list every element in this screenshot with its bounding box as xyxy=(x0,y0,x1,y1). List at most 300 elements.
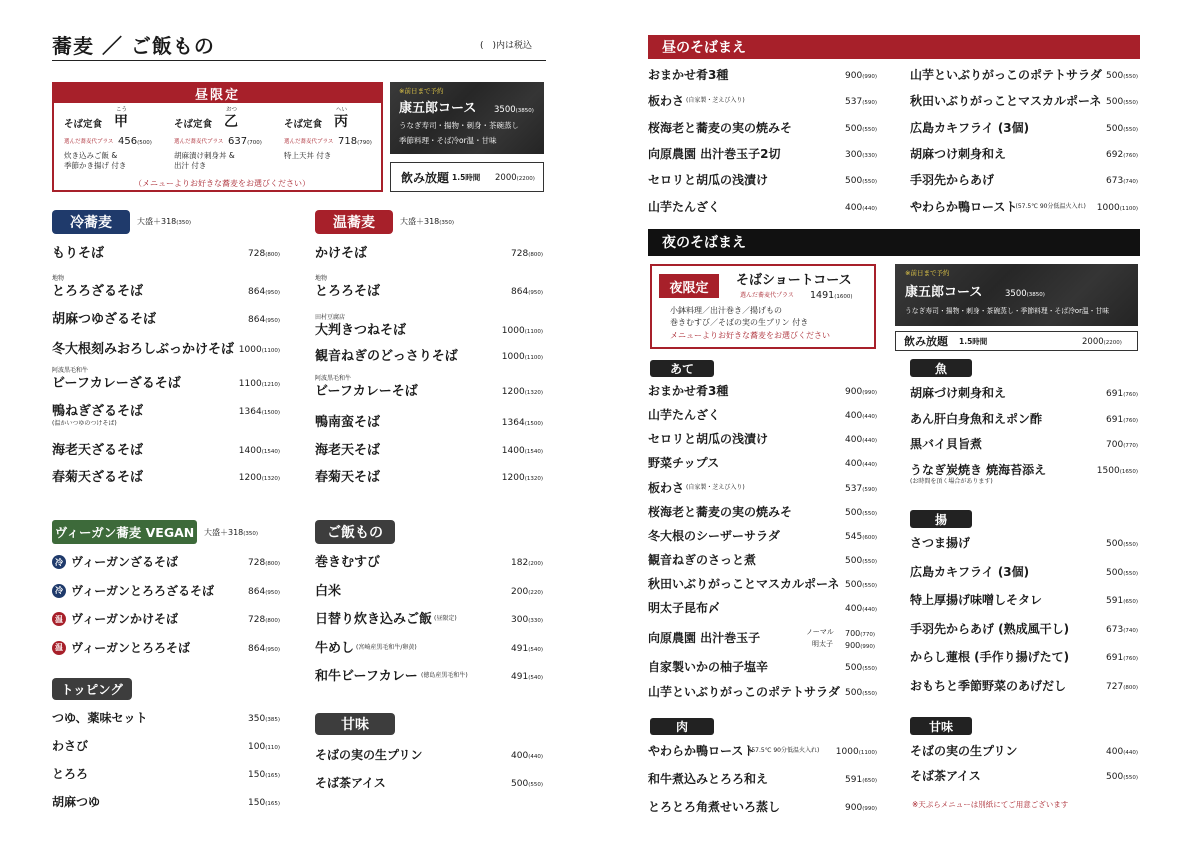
nomihodai-label-night: 飲み放題 xyxy=(904,335,948,348)
tamago-option-mentai: 明太子 xyxy=(812,640,833,648)
item-name: ヴィーガンかけそば xyxy=(71,612,179,626)
set-price-value: 718 xyxy=(338,136,358,147)
item-price xyxy=(423,388,543,397)
item-price-value: 691 xyxy=(1106,389,1124,399)
item-price-value: 500 xyxy=(1106,539,1124,549)
set-desc1: 胡麻漬け刺身丼 & xyxy=(174,151,235,160)
item-name: とろろそば xyxy=(315,284,381,299)
item-price-tax: (550) xyxy=(862,666,877,672)
item-price-tax: (540) xyxy=(528,646,543,653)
course-name-night: 康五郎コース xyxy=(905,285,983,300)
item-price xyxy=(160,380,280,389)
item-price xyxy=(757,533,877,542)
page-title: 蕎麦 ／ ご飯もの xyxy=(52,34,215,58)
item-name: 山芋たんざく xyxy=(648,199,721,214)
warm-extra: 大盛＋318(350) xyxy=(400,217,455,226)
night-header: 夜のそばまえ xyxy=(662,235,746,251)
item-price-tax: (440) xyxy=(862,414,877,420)
item-price-tax: (950) xyxy=(265,646,280,653)
item-name: 胡麻つけ刺身和え xyxy=(910,146,1007,161)
nomihodai-box xyxy=(390,162,544,192)
item-name: 日替り炊き込みご飯 xyxy=(315,612,433,627)
night-course-note: 選んだ蕎麦代プラス xyxy=(740,292,794,299)
course-board xyxy=(390,82,544,154)
course-notice: ※前日まで予約 xyxy=(399,87,444,95)
niku-label: 肉 xyxy=(650,718,714,735)
item-price xyxy=(1018,654,1138,663)
nomihodai-duration: 1.5時間 xyxy=(452,173,481,182)
item-name: 板わさ xyxy=(648,481,685,495)
item-price-tax: (760) xyxy=(1123,392,1138,398)
item-sub-label: 阿波黒毛和牛 xyxy=(315,375,352,382)
item-price-value: 700 xyxy=(1106,440,1124,450)
item-price xyxy=(757,485,877,494)
item-name: とろろざるそば xyxy=(52,284,144,299)
item-name: やわらか鴨ロースト xyxy=(648,744,756,758)
vegan-mark-icon: 冷 xyxy=(52,555,66,569)
item-price-tax: (1320) xyxy=(524,476,543,482)
item-name: 和牛ビーフカレー xyxy=(315,669,418,684)
rice-label: ご飯もの xyxy=(315,520,395,544)
tempura-note: ※天ぷらメニューは別紙にてご用意ございます xyxy=(912,800,1069,809)
item-price-tax: (330) xyxy=(862,152,877,159)
item-price-value: 728 xyxy=(248,558,266,568)
item-name: おまかせ肴3種 xyxy=(648,68,729,82)
set-price-tax: (500) xyxy=(137,140,152,146)
item-price-value: 1000 xyxy=(1096,202,1120,213)
item-price-tax: (550) xyxy=(862,126,877,133)
item-price xyxy=(423,780,543,789)
item-name: ヴィーガンとろろざるそば xyxy=(71,583,215,598)
tamago-option-normal: ノーマル xyxy=(806,628,834,636)
item-price-tax: (950) xyxy=(528,290,543,296)
item-price-value: 1200 xyxy=(501,387,525,397)
set-desc1: 特上天丼 付き xyxy=(284,151,332,160)
item-price xyxy=(757,72,877,81)
item-price-tax: (165) xyxy=(265,773,280,779)
item-price xyxy=(757,125,877,134)
item-price xyxy=(1018,748,1138,757)
item-name: 海老天ざるそば xyxy=(52,443,144,458)
set-price xyxy=(338,137,372,147)
set-price xyxy=(118,137,152,147)
item-price-tax: (440) xyxy=(862,462,877,468)
item-name: 春菊天そば xyxy=(315,470,381,485)
item-price-tax: (110) xyxy=(265,745,280,751)
tax-note: ( )内は税込 xyxy=(480,41,533,51)
item-name: 山芋といぶりがっこのポテトサラダ xyxy=(648,685,840,699)
item-price-value: 500 xyxy=(511,779,529,789)
item-price-tax: (200) xyxy=(528,561,543,567)
title-underline xyxy=(52,60,546,61)
item-price-tax: (165) xyxy=(265,801,280,807)
item-note: (温かいつゆのつけそば) xyxy=(52,420,117,427)
item-price-value: 691 xyxy=(1106,414,1124,425)
item-price-tax: (550) xyxy=(862,179,877,186)
item-name: 和牛煮込みとろろ和え xyxy=(648,772,769,786)
item-price-tax: (760) xyxy=(1123,417,1138,424)
item-name: ビーフカレーざるそば xyxy=(52,376,181,391)
item-price xyxy=(160,559,280,568)
item-price xyxy=(423,327,543,336)
item-price-value: 500 xyxy=(845,508,863,518)
nomihodai-price-night: 2000(2200) xyxy=(1082,337,1122,347)
dessert-label: 甘味 xyxy=(315,713,395,735)
night-course-name: そばショートコース xyxy=(736,273,852,288)
item-price-tax: (550) xyxy=(862,691,877,697)
item-price-tax: (740) xyxy=(1123,627,1138,634)
night-limited-label: 夜限定 xyxy=(659,274,719,298)
ate-label: あて xyxy=(650,360,714,377)
item-name: 手羽先からあげ (熟成風干し) xyxy=(910,621,1070,636)
item-price xyxy=(160,588,280,597)
item-price-tax: (1100) xyxy=(261,348,280,354)
item-price-tax: (950) xyxy=(265,589,280,596)
lunch-limited-heading: 昼限定 xyxy=(54,84,381,103)
nomihodai-duration-night: 1.5時間 xyxy=(959,337,988,346)
item-price-value: 864 xyxy=(248,287,266,297)
course-board-night xyxy=(895,264,1138,326)
item-name: ビーフカレーそば xyxy=(315,384,418,399)
tamago-option-mentai-price: 900(990) xyxy=(845,641,876,650)
set-price-value: 637 xyxy=(228,136,248,147)
item-price-value: 728 xyxy=(248,249,266,259)
item-price-tax: (550) xyxy=(1123,775,1138,781)
item-name: 秋田いぶりがっことマスカルポーネ xyxy=(648,577,840,591)
item-price-value: 727 xyxy=(1106,681,1124,692)
item-name: さつま揚げ xyxy=(910,536,971,550)
item-name: 桜海老と蕎麦の実の焼みそ xyxy=(648,120,793,135)
item-price-value: 500 xyxy=(1106,123,1124,134)
item-price-tax: (950) xyxy=(265,290,280,296)
item-price xyxy=(160,447,280,456)
lunch-header-bar xyxy=(648,35,1140,59)
item-price-tax: (440) xyxy=(1123,750,1138,756)
item-price-value: 1364 xyxy=(501,418,525,428)
item-price xyxy=(1018,416,1138,425)
item-name: 手羽先からあげ xyxy=(910,173,995,188)
item-price-tax: (1320) xyxy=(261,476,280,482)
item-price-value: 491 xyxy=(511,672,529,682)
item-price-value: 545 xyxy=(845,532,863,542)
item-price-value: 900 xyxy=(845,803,863,813)
item-price-value: 1000 xyxy=(501,352,525,362)
item-price-tax: (440) xyxy=(528,754,543,760)
item-price-value: 1000 xyxy=(501,326,525,336)
item-price xyxy=(1018,390,1138,399)
item-price-value: 1000 xyxy=(835,747,859,757)
item-price xyxy=(423,559,543,568)
item-price xyxy=(160,288,280,297)
item-price-value: 537 xyxy=(845,97,863,108)
item-price-tax: (1540) xyxy=(261,449,280,455)
item-price-tax: (740) xyxy=(1123,179,1138,186)
item-price-tax: (650) xyxy=(1123,599,1138,605)
item-price-tax: (330) xyxy=(528,618,543,624)
set-prefix: そば定食 xyxy=(284,119,323,130)
item-price-tax: (550) xyxy=(1123,74,1138,80)
item-name: あん肝白身魚和えポン酢 xyxy=(910,411,1043,426)
item-price-value: 591 xyxy=(1106,596,1124,606)
item-name: 大判きつねそば xyxy=(315,323,407,338)
item-price-value: 500 xyxy=(845,580,863,590)
lunch-header: 昼のそばまえ xyxy=(662,40,746,56)
item-price xyxy=(1018,683,1138,692)
item-name: 野菜チップス xyxy=(648,456,720,470)
item-price-value: 500 xyxy=(845,556,863,566)
item-price xyxy=(423,353,543,362)
item-name: 自家製いかの柚子塩辛 xyxy=(648,660,769,674)
item-name: 黒バイ貝旨煮 xyxy=(910,437,983,451)
item-price xyxy=(757,557,877,566)
item-price xyxy=(423,752,543,761)
item-price-tax: (800) xyxy=(528,252,543,258)
item-price xyxy=(757,412,877,421)
item-price-tax: (760) xyxy=(1123,152,1138,159)
night-limited-box xyxy=(650,264,876,349)
set-kanji: 甲 xyxy=(114,114,128,130)
item-price xyxy=(160,616,280,625)
item-price-tax: (800) xyxy=(265,618,280,624)
age-label: 揚 xyxy=(910,510,972,528)
item-price xyxy=(1018,98,1138,107)
night-course-line2: 巻きむすび／そばの実の生プリン 付き xyxy=(670,318,809,327)
item-name: そば茶アイス xyxy=(910,769,981,783)
item-price-value: 500 xyxy=(845,176,863,187)
item-price-tax: (550) xyxy=(862,511,877,517)
set-note: 選んだ蕎麦代プラス xyxy=(64,139,114,145)
item-note: (自家製・芝えび入り) xyxy=(686,97,745,105)
item-price-tax: (1100) xyxy=(524,329,543,335)
item-price-tax: (990) xyxy=(862,806,877,812)
item-price-tax: (1100) xyxy=(524,355,543,361)
item-price-value: 500 xyxy=(845,663,863,673)
item-price-value: 591 xyxy=(845,775,863,785)
item-price xyxy=(160,743,280,752)
set-kanji: 乙 xyxy=(224,114,238,130)
item-price xyxy=(757,509,877,518)
set-reading: こう xyxy=(116,107,128,113)
item-price-value: 400 xyxy=(511,751,529,761)
item-name: そば茶アイス xyxy=(315,776,386,790)
item-price xyxy=(160,316,280,325)
dessert-label-night: 甘味 xyxy=(910,717,972,735)
item-price xyxy=(423,673,543,682)
item-name: そばの実の生プリン xyxy=(315,748,423,762)
item-price-value: 900 xyxy=(845,71,863,81)
item-name: 向原農園 出汁巻玉子2切 xyxy=(648,146,781,161)
item-note: (57.5℃ 90分低温火入れ) xyxy=(749,747,820,754)
item-price xyxy=(160,715,280,724)
item-price xyxy=(1018,125,1138,134)
item-price xyxy=(757,605,877,614)
item-price xyxy=(160,250,280,259)
item-name: 桜海老と蕎麦の実の焼みそ xyxy=(648,505,793,519)
set-price-tax: (700) xyxy=(247,140,262,146)
item-price-value: 491 xyxy=(511,643,529,654)
item-price xyxy=(757,748,877,757)
item-price xyxy=(1018,626,1138,635)
item-name: 明太子昆布〆 xyxy=(648,601,721,615)
item-price-value: 100 xyxy=(248,742,266,752)
item-price-value: 500 xyxy=(1106,71,1124,81)
set-prefix: そば定食 xyxy=(174,119,213,130)
item-note: (昼限定) xyxy=(434,615,457,622)
item-price-value: 300 xyxy=(845,149,863,160)
item-price-value: 400 xyxy=(845,459,863,469)
item-price xyxy=(1018,441,1138,450)
course-price-night: 3500(3850) xyxy=(1005,289,1045,299)
cold-extra: 大盛＋318(350) xyxy=(137,217,192,226)
item-name: とろとろ角煮せいろ蒸し xyxy=(648,800,781,814)
item-price-value: 350 xyxy=(248,714,266,724)
item-name: ヴィーガンとろろそば xyxy=(71,640,191,655)
item-price-tax: (1210) xyxy=(261,382,280,388)
item-price-value: 864 xyxy=(248,643,266,654)
set-prefix: そば定食 xyxy=(64,119,103,130)
item-name: つゆ、薬味セット xyxy=(52,711,148,725)
item-price xyxy=(1018,773,1138,782)
item-note: (57.5℃ 90分低温火入れ) xyxy=(1015,202,1086,210)
item-price-tax: (440) xyxy=(862,607,877,613)
item-name: 鴨ねぎざるそば xyxy=(52,404,144,419)
warm-soba-label: 温蕎麦 xyxy=(315,210,393,234)
item-price xyxy=(1015,202,1138,213)
item-price-tax: (1320) xyxy=(524,390,543,396)
set-price-tax: (790) xyxy=(357,140,372,146)
item-price-value: 691 xyxy=(1106,653,1124,663)
item-price-value: 864 xyxy=(248,315,266,325)
set-desc2: 季節かき揚げ 付き xyxy=(64,161,127,170)
item-price-value: 500 xyxy=(845,688,863,698)
item-price-tax: (800) xyxy=(265,252,280,258)
item-price xyxy=(160,346,280,355)
course-line1-night: うなぎ寿司・揚物・刺身・茶碗蒸し・季節料理・そば冷or温・甘味 xyxy=(905,307,1110,315)
item-price-value: 1500 xyxy=(1096,465,1120,476)
vegan-mark-icon: 温 xyxy=(52,612,66,626)
item-price-tax: (440) xyxy=(862,438,877,444)
item-price xyxy=(757,664,877,673)
item-note: (自家製・芝えび入り) xyxy=(686,484,745,491)
course-price: 3500(3850) xyxy=(494,105,534,115)
item-price xyxy=(757,204,877,213)
item-price-value: 300 xyxy=(511,615,529,625)
set-desc2: 出汁 付き xyxy=(174,161,207,170)
item-price-value: 728 xyxy=(511,249,529,259)
item-price-tax: (550) xyxy=(1123,570,1138,577)
item-name: わさび xyxy=(52,739,89,753)
item-price xyxy=(757,177,877,186)
item-note: (宮崎産黒毛和牛/卵黄) xyxy=(356,643,417,651)
item-price xyxy=(160,799,280,808)
item-price-tax: (1500) xyxy=(261,410,280,416)
item-price-value: 500 xyxy=(1106,772,1124,782)
item-price xyxy=(757,436,877,445)
item-name: 向原農園 出汁巻玉子 xyxy=(648,631,761,645)
item-price xyxy=(757,581,877,590)
item-price xyxy=(757,460,877,469)
item-name: 胡麻つゆ xyxy=(52,795,101,809)
item-price-value: 1200 xyxy=(238,473,262,483)
item-price-value: 900 xyxy=(845,387,863,397)
night-course-line1: 小鉢料理／出汁巻き／揚げもの xyxy=(670,306,782,315)
vegan-mark-icon: 冷 xyxy=(52,584,66,598)
item-price-tax: (220) xyxy=(528,589,543,596)
item-price-value: 1000 xyxy=(238,345,262,355)
item-price xyxy=(423,250,543,259)
item-price xyxy=(423,474,543,483)
item-price-tax: (550) xyxy=(1123,126,1138,133)
item-name: 観音ねぎのさっと煮 xyxy=(648,553,757,567)
item-name: とろろ xyxy=(52,767,89,781)
set-desc1: 炊き込みご飯 & xyxy=(64,151,118,160)
vegan-mark-icon: 温 xyxy=(52,641,66,655)
item-price xyxy=(423,447,543,456)
item-price xyxy=(423,288,543,297)
tamago-option-normal-price: 700(770) xyxy=(845,629,876,638)
nomihodai-label: 飲み放題 xyxy=(401,171,450,185)
item-price-tax: (540) xyxy=(528,675,543,681)
item-price-tax: (990) xyxy=(862,74,877,80)
item-name: 海老天そば xyxy=(315,443,381,458)
nomihodai-price: 2000(2200) xyxy=(495,173,535,183)
item-price xyxy=(757,804,877,813)
item-name: 冬大根のシーザーサラダ xyxy=(648,529,780,543)
item-name: 秋田いぶりがっことマスカルポーネ xyxy=(910,94,1102,109)
item-name: やわらか鴨ロースト xyxy=(910,199,1018,214)
item-price-value: 864 xyxy=(248,586,266,597)
item-price xyxy=(1018,597,1138,606)
item-price xyxy=(160,645,280,654)
item-price-tax: (990) xyxy=(862,390,877,396)
item-price-tax: (1500) xyxy=(524,421,543,427)
item-price-value: 182 xyxy=(511,558,529,568)
item-price-tax: (1650) xyxy=(1119,468,1138,475)
sakana-label: 魚 xyxy=(910,359,972,377)
item-price-value: 673 xyxy=(1106,176,1124,187)
item-price-tax: (590) xyxy=(862,487,877,493)
item-name: 山芋といぶりがっこのポテトサラダ xyxy=(910,68,1102,82)
item-name: もりそば xyxy=(52,246,105,261)
item-sub-label: 田村豆腐店 xyxy=(315,314,346,321)
item-name: 巻きむすび xyxy=(315,555,381,570)
night-course-price: 1491(1600) xyxy=(810,290,853,301)
item-name: うなぎ炭焼き 焼海苔添え xyxy=(910,462,1047,477)
item-name: 冬大根刻みおろしぶっかけそば xyxy=(52,342,235,357)
item-price xyxy=(1018,151,1138,160)
item-price xyxy=(757,98,877,107)
item-name: 胡麻つゆざるそば xyxy=(52,312,157,327)
item-price-tax: (950) xyxy=(265,318,280,324)
item-note: (お時間を頂く場合があります) xyxy=(910,477,993,485)
item-name: かけそば xyxy=(315,246,368,261)
night-course-footer: メニューよりお好きな蕎麦をお選びください xyxy=(670,331,830,340)
item-name: そばの実の生プリン xyxy=(910,744,1018,758)
item-sub-label: 阿波黒毛和牛 xyxy=(52,367,89,374)
item-name: 特上厚揚げ味噌しそタレ xyxy=(910,593,1043,607)
item-price-value: 1400 xyxy=(238,446,262,456)
item-price-value: 1200 xyxy=(501,473,525,483)
vegan-label: ヴィーガン蕎麦 VEGAN xyxy=(52,520,197,544)
set-note: 選んだ蕎麦代プラス xyxy=(284,139,334,145)
item-name: 春菊天ざるそば xyxy=(52,470,144,485)
item-price-tax: (800) xyxy=(265,561,280,567)
item-price-value: 1100 xyxy=(238,379,262,389)
item-price xyxy=(757,151,877,160)
item-price-tax: (1540) xyxy=(524,449,543,455)
item-price xyxy=(757,689,877,698)
item-price-value: 864 xyxy=(511,287,529,297)
